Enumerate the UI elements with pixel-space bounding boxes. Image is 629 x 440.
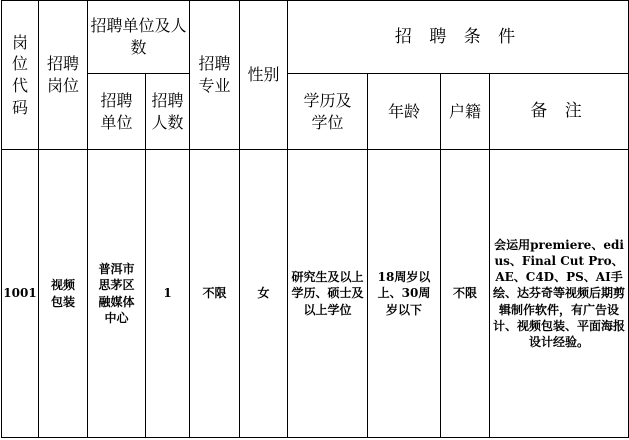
cell-gender: 女 xyxy=(240,150,288,438)
header-position-code: 岗位代码 xyxy=(2,1,39,150)
cell-unit: 普洱市思茅区融媒体中心 xyxy=(88,150,146,438)
header-count: 招聘人数 xyxy=(146,74,190,150)
header-education: 学历及学位 xyxy=(288,74,368,150)
recruitment-table xyxy=(1,0,629,438)
cell-hukou: 不限 xyxy=(441,150,490,438)
cell-position: 视频包装 xyxy=(39,150,88,438)
header-row-1 xyxy=(2,1,629,74)
cell-major: 不限 xyxy=(190,150,240,438)
header-row-2 xyxy=(2,74,629,150)
header-position: 招聘岗位 xyxy=(39,1,88,150)
header-age: 年龄 xyxy=(368,74,441,150)
header-major: 招聘专业 xyxy=(190,1,240,150)
header-unit-group: 招聘单位及人数 xyxy=(88,1,190,74)
cell-age: 18周岁以上、30周岁以下 xyxy=(368,150,441,438)
cell-education: 研究生及以上学历、硕士及以上学位 xyxy=(288,150,368,438)
header-remarks: 备 注 xyxy=(490,74,629,150)
cell-count: 1 xyxy=(146,150,190,438)
header-hukou: 户籍 xyxy=(441,74,490,150)
header-unit: 招聘单位 xyxy=(88,74,146,150)
header-gender: 性别 xyxy=(240,1,288,150)
table-row xyxy=(2,150,629,438)
cell-remarks: 会运用premiere、edius、Final Cut Pro、AE、C4D、PS、AI手绘、达芬奇等视频后期剪辑制作软件，有广告设计、视频包装、平面海报设计经验。 xyxy=(490,150,629,438)
header-conditions: 招 聘 条 件 xyxy=(288,1,629,74)
cell-code: 1001 xyxy=(2,150,39,438)
